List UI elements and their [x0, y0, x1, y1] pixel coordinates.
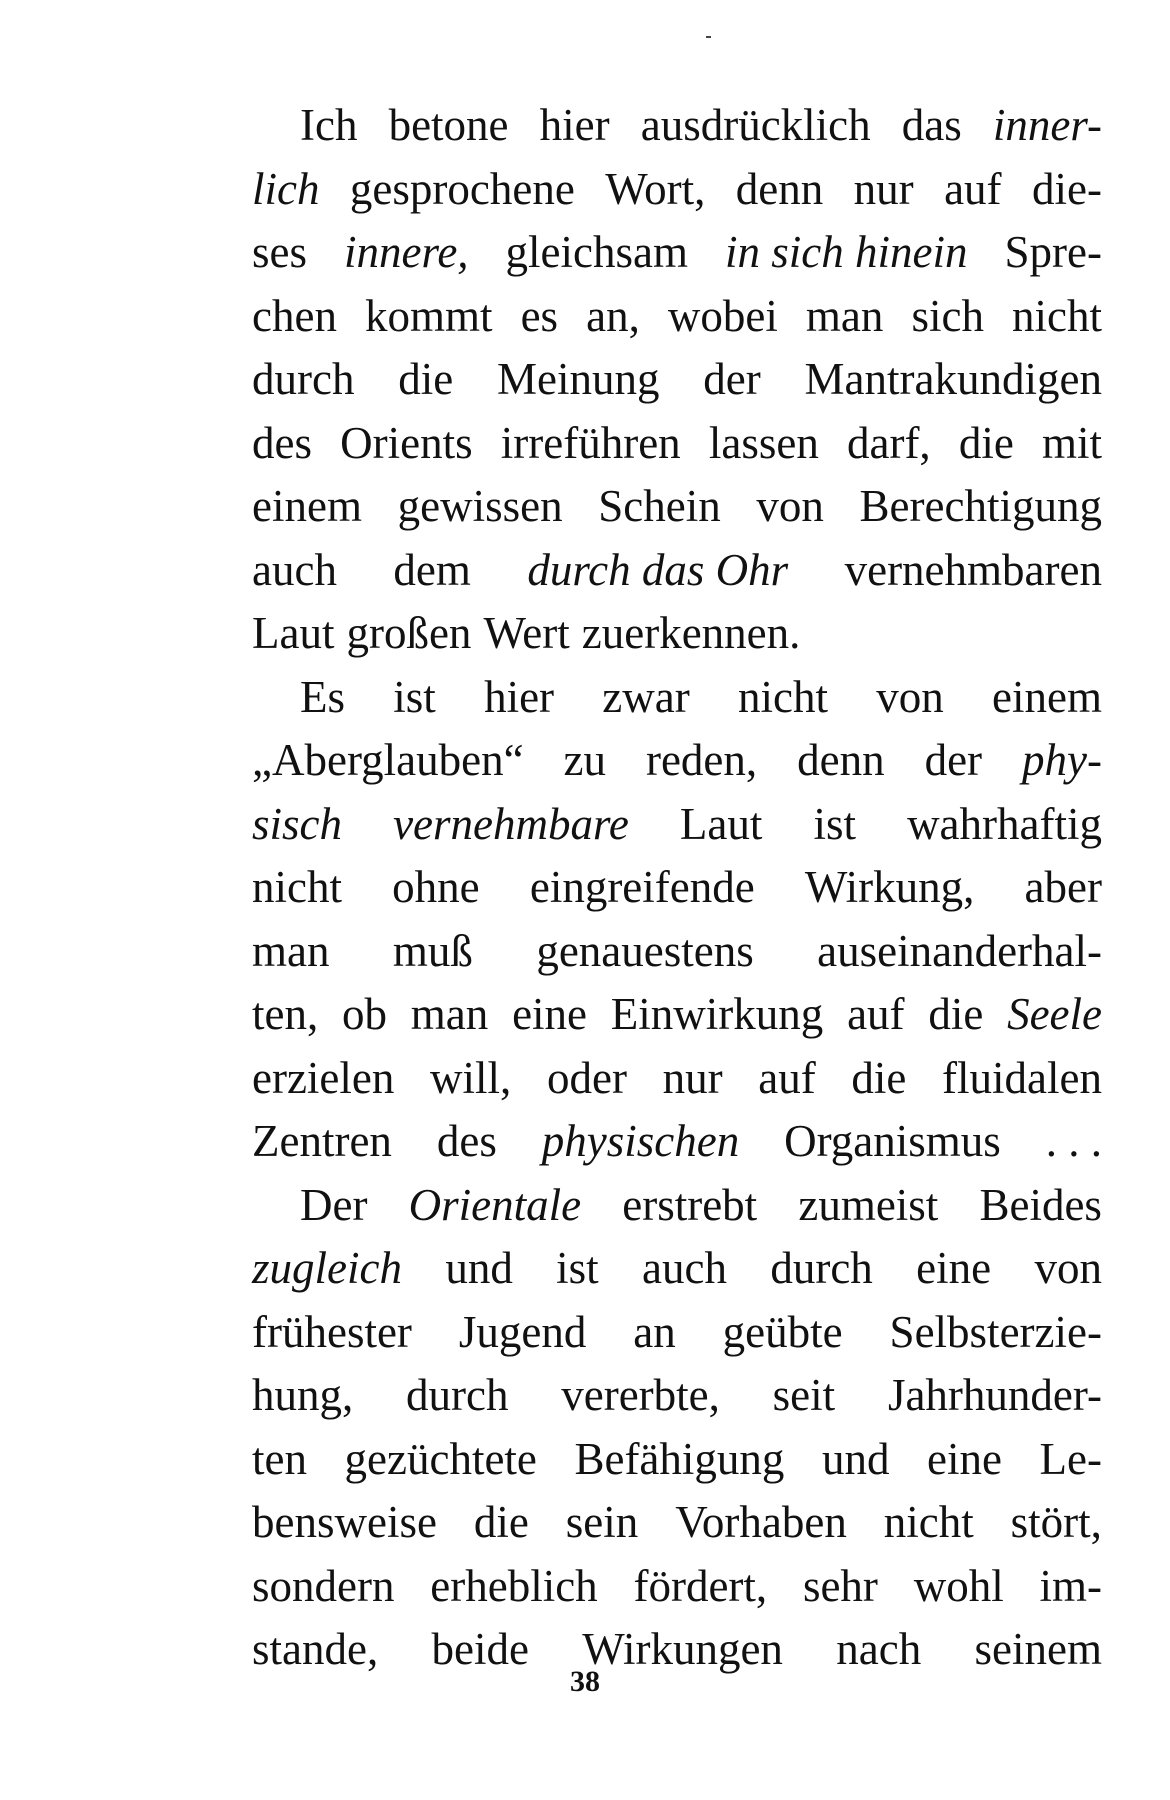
text-line — [252, 1110, 1102, 1174]
text-line — [252, 1491, 1102, 1555]
word: Laut — [252, 608, 335, 658]
italic-word: lich — [252, 163, 320, 214]
word: zumeist — [798, 1179, 939, 1230]
text-line — [252, 856, 1102, 920]
word: Jugend — [458, 1306, 587, 1357]
word: stört, — [1010, 1497, 1102, 1547]
word: die — [398, 354, 454, 404]
text-line — [252, 793, 1102, 857]
italic-word: in sich hinein — [725, 227, 968, 277]
word: Wirkung, — [804, 862, 975, 912]
word: wohl — [913, 1560, 1004, 1611]
word: fluidalen — [942, 1052, 1102, 1103]
word: auch — [642, 1243, 727, 1293]
word: dem — [393, 544, 471, 595]
word: vererbte, — [561, 1370, 720, 1420]
italic-word: innere, — [344, 227, 469, 277]
word: „Aberglauben“ — [252, 735, 524, 785]
word: beide — [431, 1624, 529, 1674]
word: wahrhaftig — [907, 798, 1102, 849]
word: gesprochene — [349, 163, 575, 214]
word: eine — [916, 1243, 992, 1293]
word: Meinung — [497, 354, 660, 404]
word: der — [703, 354, 761, 404]
italic-word: sisch — [252, 798, 342, 849]
word: Zentren — [252, 1116, 392, 1166]
word: eine — [512, 989, 588, 1039]
word: eine — [927, 1433, 1002, 1484]
word: hier — [539, 100, 610, 150]
word: Wert — [483, 608, 570, 658]
word: Laut — [679, 798, 763, 849]
word: die — [473, 1497, 529, 1547]
word: nach — [836, 1624, 922, 1674]
word: von — [756, 481, 824, 531]
word: Einwirkung — [610, 989, 824, 1039]
word: ten — [252, 1433, 307, 1484]
word: frühester — [252, 1306, 412, 1357]
word: gewissen — [397, 481, 563, 531]
word: Selbsterzie- — [889, 1306, 1102, 1357]
word: Es — [300, 671, 345, 722]
text-line — [252, 1237, 1102, 1301]
word: muß — [392, 925, 473, 976]
text-line — [252, 1174, 1102, 1238]
word: die- — [1031, 163, 1102, 214]
word: irreführen — [500, 417, 681, 468]
word: seinem — [974, 1624, 1102, 1674]
word: Le- — [1039, 1433, 1102, 1484]
word: die — [958, 417, 1014, 468]
word: nicht — [883, 1497, 974, 1547]
italic-word: Seele — [1007, 989, 1102, 1039]
text-line — [252, 94, 1102, 158]
word: einem — [252, 481, 362, 531]
text-line — [252, 285, 1102, 349]
word: Wort, — [605, 163, 706, 214]
page-number: 38 — [570, 1665, 600, 1698]
word: Wirkungen — [582, 1624, 783, 1674]
word: geübte — [722, 1306, 843, 1357]
word: hung, — [252, 1370, 354, 1420]
text-line — [252, 602, 1102, 666]
word: betone — [388, 100, 509, 150]
word: Orients — [340, 417, 473, 468]
word: eingreifende — [529, 862, 755, 912]
word: seit — [772, 1370, 836, 1420]
word: vernehmbaren — [844, 544, 1102, 595]
word: auch — [252, 544, 337, 595]
word: großen — [346, 608, 472, 658]
word: ohne — [392, 862, 480, 912]
word: denn — [797, 735, 885, 785]
word: von — [876, 671, 944, 722]
text-line — [252, 412, 1102, 476]
word: Spre- — [1004, 227, 1102, 277]
word: man — [252, 925, 330, 976]
word: Der — [300, 1179, 368, 1230]
word: der — [924, 735, 983, 785]
word: auseinanderhal- — [817, 925, 1102, 976]
word: Organismus — [784, 1116, 1001, 1166]
word: auf — [847, 989, 905, 1039]
text-line — [252, 920, 1102, 984]
word: auf — [944, 163, 1002, 214]
word: wobei — [667, 290, 778, 341]
text-line — [252, 539, 1102, 603]
italic-word: vernehmbare — [393, 798, 629, 849]
word: denn — [735, 163, 824, 214]
text-line — [252, 1428, 1102, 1492]
word: sich — [911, 290, 984, 341]
word: Befähigung — [574, 1433, 785, 1484]
text-line — [252, 1301, 1102, 1365]
text-line — [252, 1047, 1102, 1111]
italic-word: zugleich — [252, 1243, 402, 1293]
word: Berechtigung — [859, 481, 1102, 531]
word: nicht — [252, 862, 342, 912]
word: fördert, — [633, 1560, 768, 1611]
word: zuerkennen. — [581, 608, 801, 658]
word: gleichsam — [505, 227, 688, 277]
italic-word: inner- — [992, 100, 1102, 150]
word: erstrebt — [622, 1179, 758, 1230]
italic-word: physischen — [541, 1116, 740, 1166]
word: des — [252, 417, 312, 468]
word: aber — [1024, 862, 1102, 912]
word: ist — [556, 1243, 599, 1293]
word: Schein — [598, 481, 721, 531]
word: ten, — [252, 989, 319, 1039]
word: nur — [853, 163, 914, 214]
word: gezüchtete — [344, 1433, 537, 1484]
word: ist — [813, 798, 856, 849]
word: Vorhaben — [675, 1497, 847, 1547]
word: mit — [1041, 417, 1102, 468]
word: und — [821, 1433, 890, 1484]
word: des — [436, 1116, 497, 1166]
text-line — [252, 348, 1102, 412]
word: darf, — [846, 417, 931, 468]
word: auf — [758, 1052, 816, 1103]
word: einem — [992, 671, 1102, 722]
text-line — [252, 158, 1102, 222]
word: erzielen — [252, 1052, 395, 1103]
word: die — [928, 989, 984, 1039]
word: Ich — [300, 100, 358, 150]
word: Mantrakundigen — [804, 354, 1102, 404]
word: nicht — [1012, 290, 1102, 341]
word: stande, — [252, 1624, 379, 1674]
word: an, — [586, 290, 640, 341]
word: im- — [1039, 1560, 1102, 1611]
word: ausdrücklich — [640, 100, 871, 150]
word: sondern — [252, 1560, 395, 1611]
word: chen — [252, 290, 337, 341]
word: durch — [770, 1243, 873, 1293]
word: kommt — [365, 290, 493, 341]
word: von — [1034, 1243, 1102, 1293]
word: genauestens — [536, 925, 754, 976]
scan-speck — [706, 36, 711, 38]
word: zwar — [602, 671, 690, 722]
italic-word: phy- — [1022, 735, 1102, 785]
word: und — [445, 1243, 513, 1293]
word: durch — [252, 354, 355, 404]
italic-word: Orientale — [408, 1179, 582, 1230]
text-line — [252, 1555, 1102, 1619]
italic-word: durch das Ohr — [527, 544, 789, 595]
word: hier — [484, 671, 555, 722]
text-line — [252, 475, 1102, 539]
word: lassen — [708, 417, 819, 468]
word: Jahrhunder- — [887, 1370, 1102, 1420]
text-line — [252, 666, 1102, 730]
text-line — [252, 1364, 1102, 1428]
word: zu — [563, 735, 606, 785]
word: sein — [565, 1497, 639, 1547]
word: oder — [546, 1052, 627, 1103]
word: nicht — [738, 671, 828, 722]
word: die — [851, 1052, 907, 1103]
word: an — [633, 1306, 676, 1357]
word: ist — [393, 671, 436, 722]
word: es — [520, 290, 559, 341]
word: erheblich — [430, 1560, 598, 1611]
word: das — [901, 100, 962, 150]
text-line — [252, 729, 1102, 793]
word: . . . — [1045, 1116, 1102, 1166]
word: Beides — [979, 1179, 1102, 1230]
text-line — [252, 221, 1102, 285]
word: sehr — [802, 1560, 878, 1611]
text-line — [252, 983, 1102, 1047]
word: ses — [252, 227, 307, 277]
word: man — [410, 989, 489, 1039]
word: reden, — [645, 735, 758, 785]
body-text — [252, 94, 1102, 1682]
word: bensweise — [252, 1497, 437, 1547]
word: durch — [406, 1370, 509, 1420]
word: ob — [342, 989, 388, 1039]
word: will, — [430, 1052, 512, 1103]
word: man — [805, 290, 884, 341]
word: nur — [662, 1052, 723, 1103]
